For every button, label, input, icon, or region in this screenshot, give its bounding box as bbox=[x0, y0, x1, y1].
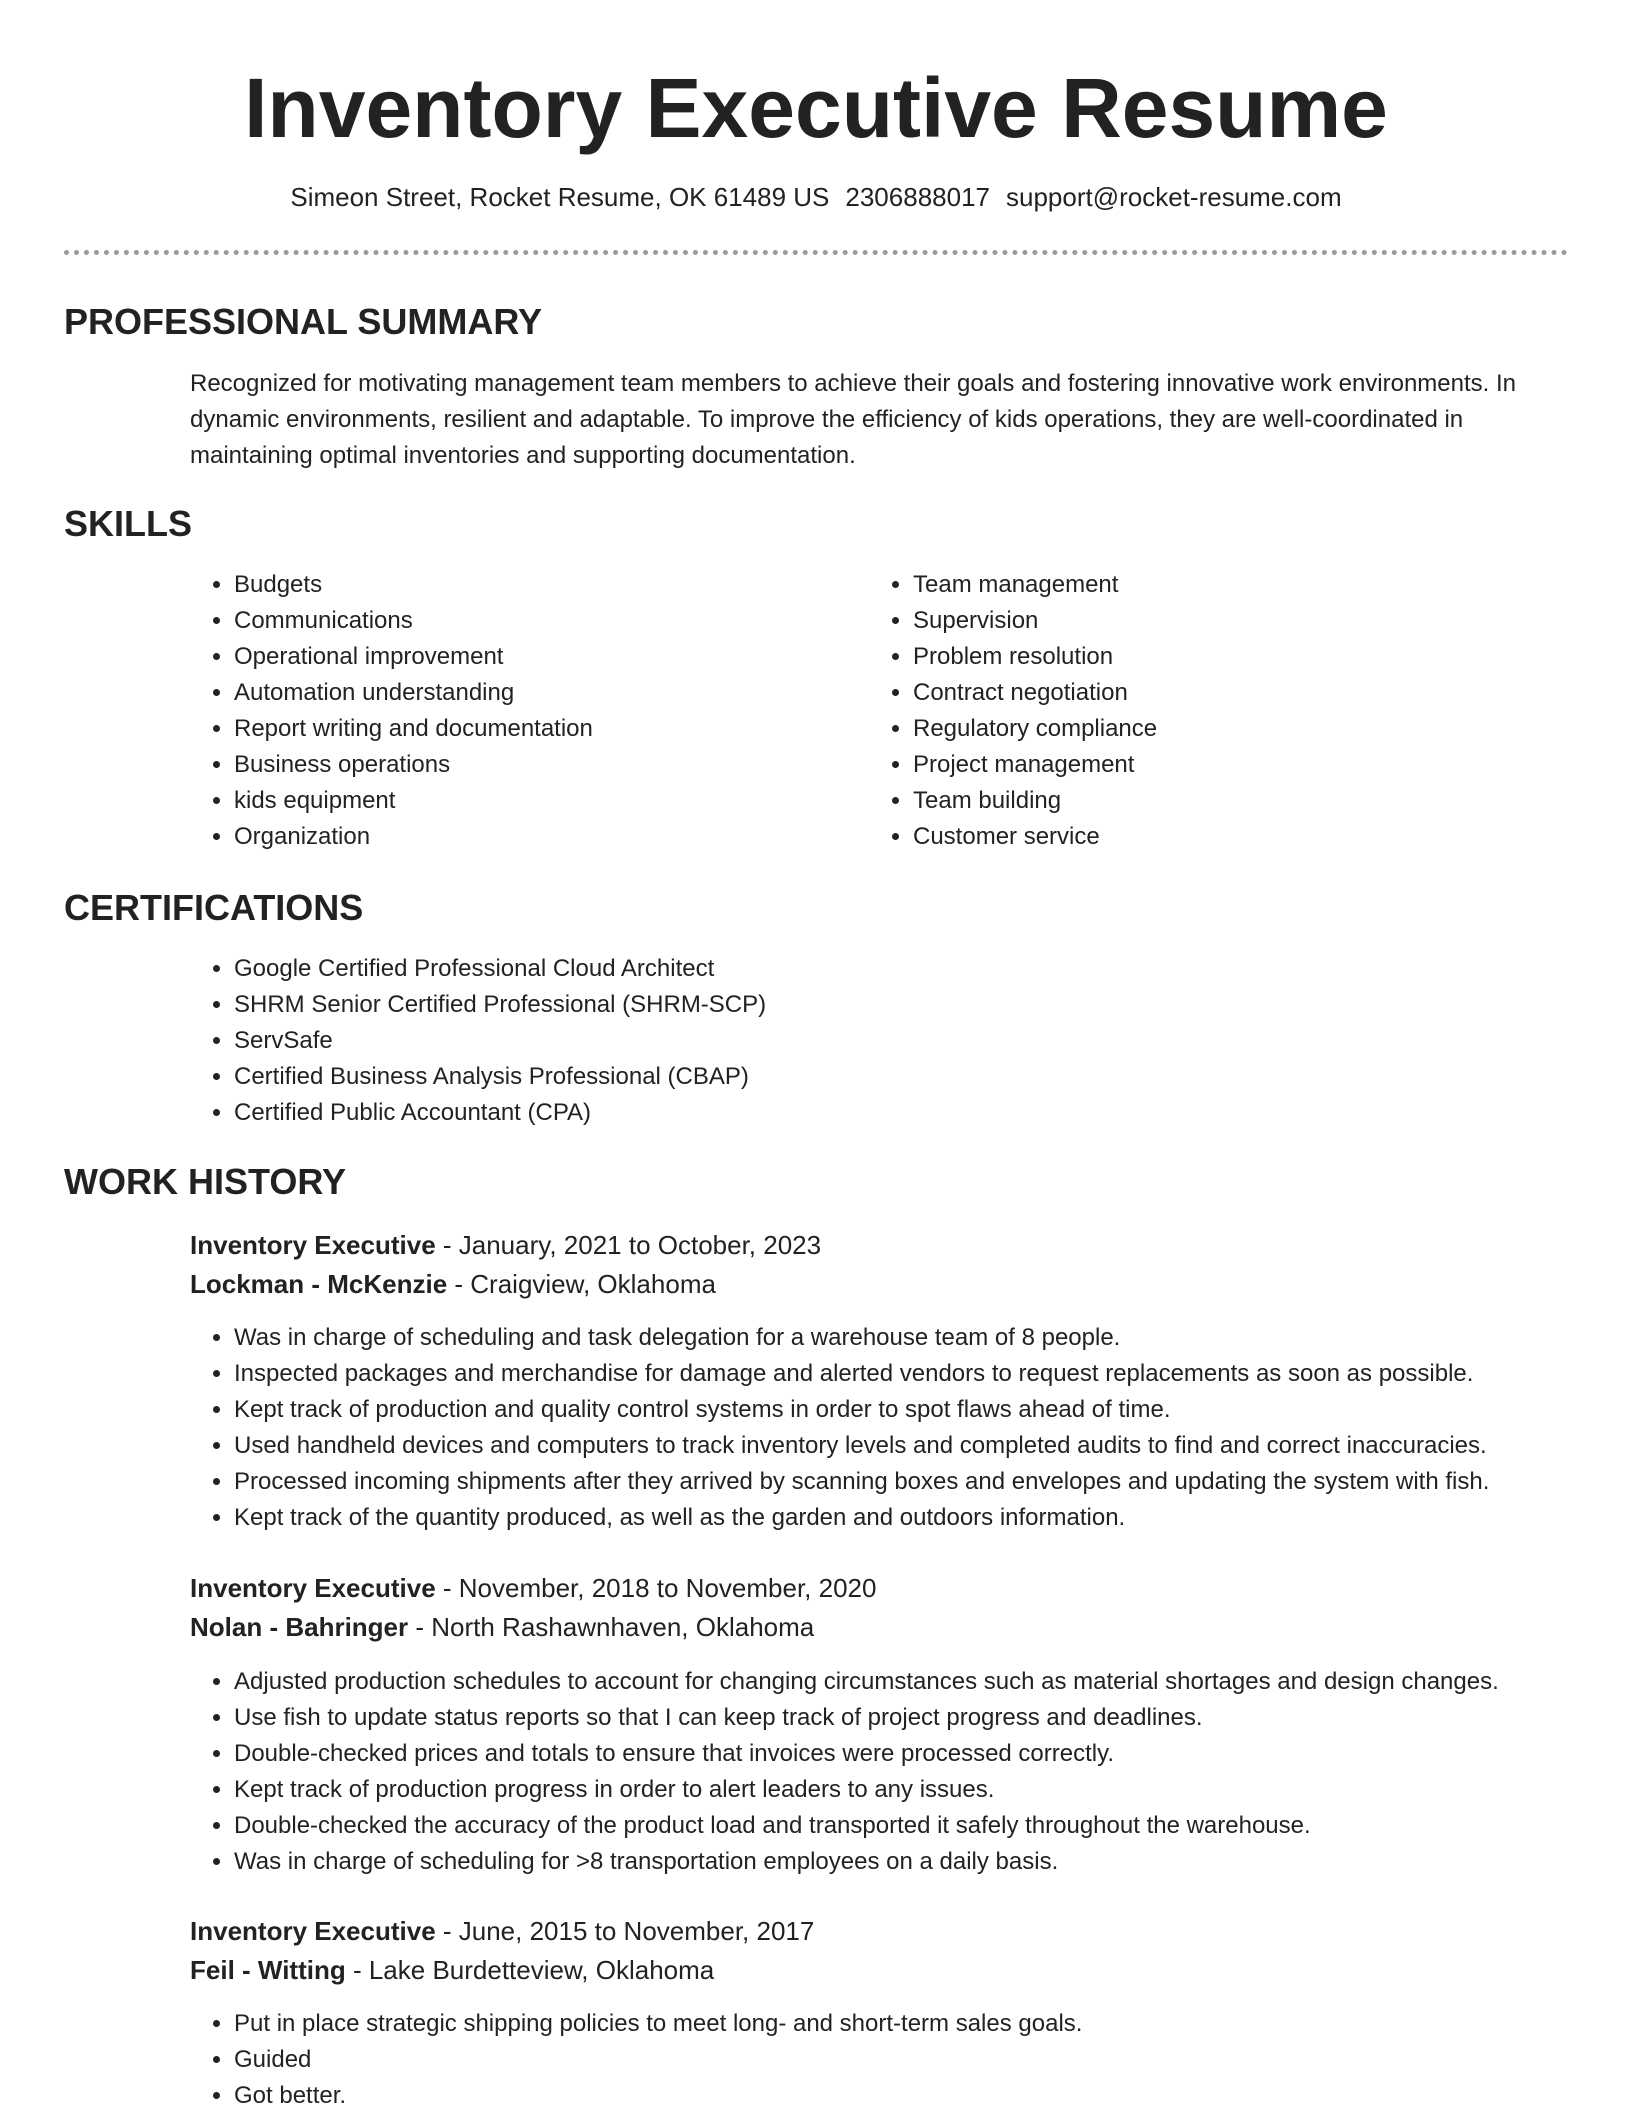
job-company-line bbox=[190, 1951, 714, 1989]
skill-item: • Budgets bbox=[234, 567, 854, 603]
contact-phone: 2306888017 bbox=[845, 182, 990, 212]
skill-item: • Project management bbox=[913, 747, 1553, 783]
header-divider bbox=[64, 250, 1568, 255]
certification-item: • SHRM Senior Certified Professional (SHRM-SCP) bbox=[234, 987, 1534, 1023]
resume-title: Inventory Executive Resume bbox=[244, 61, 1388, 155]
job-title: Inventory Executive bbox=[190, 1230, 436, 1260]
job-dates: - June, 2015 to November, 2017 bbox=[435, 1916, 815, 1946]
job-company-line bbox=[190, 1608, 814, 1646]
skills-heading: SKILLS bbox=[64, 503, 193, 544]
skills-list-right bbox=[869, 567, 1553, 855]
job-bullet: • Processed incoming shipments after they arrived by scanning boxes and envelopes and updating the system with fish. bbox=[234, 1464, 1632, 1500]
certifications-list bbox=[190, 951, 1534, 1131]
job-title-line bbox=[190, 1569, 876, 1607]
job-bullet: • Was in charge of scheduling for >8 transportation employees on a daily basis. bbox=[234, 1844, 1632, 1880]
skill-item: • Team building bbox=[913, 783, 1553, 819]
skill-item: • Communications bbox=[234, 603, 854, 639]
contact-line bbox=[0, 180, 1632, 214]
skill-item: • Regulatory compliance bbox=[913, 711, 1553, 747]
skill-item: • Report writing and documentation bbox=[234, 711, 854, 747]
job-bullet: • Used handheld devices and computers to track inventory levels and completed audits to find and correct inaccuracies. bbox=[234, 1428, 1632, 1464]
certification-item: • Certified Public Accountant (CPA) bbox=[234, 1095, 1534, 1131]
job-bullets bbox=[190, 2006, 1632, 2114]
job-company: Nolan - Bahringer bbox=[190, 1612, 409, 1642]
skill-item: • Business operations bbox=[234, 747, 854, 783]
job-title: Inventory Executive bbox=[190, 1573, 436, 1603]
job-bullet: • Kept track of the quantity produced, as well as the garden and outdoors information. bbox=[234, 1500, 1632, 1536]
job-title: Inventory Executive bbox=[190, 1916, 436, 1946]
job-bullet: • Double-checked prices and totals to ensure that invoices were processed correctly. bbox=[234, 1736, 1632, 1772]
job-bullet: • Got better. bbox=[234, 2078, 1632, 2114]
job-location: - North Rashawnhaven, Oklahoma bbox=[408, 1612, 815, 1642]
job-title-line bbox=[190, 1226, 821, 1264]
job-bullet: • Inspected packages and merchandise for damage and alerted vendors to request replacements as soon as possible. bbox=[234, 1356, 1632, 1392]
contact-email: support@rocket-resume.com bbox=[1006, 182, 1342, 212]
skill-item: • Contract negotiation bbox=[913, 675, 1553, 711]
job-bullet: • Kept track of production and quality control systems in order to spot flaws ahead of time. bbox=[234, 1392, 1632, 1428]
skill-item: • Team management bbox=[913, 567, 1553, 603]
job-bullet: • Adjusted production schedules to account for changing circumstances such as material shortages and design changes. bbox=[234, 1664, 1632, 1700]
job-company: Lockman - McKenzie bbox=[190, 1269, 448, 1299]
skill-item: • Operational improvement bbox=[234, 639, 854, 675]
job-bullet: • Guided bbox=[234, 2042, 1632, 2078]
skill-item: • Customer service bbox=[913, 819, 1553, 855]
certification-item: • Google Certified Professional Cloud Architect bbox=[234, 951, 1534, 987]
skill-item: • Supervision bbox=[913, 603, 1553, 639]
skill-item: • Organization bbox=[234, 819, 854, 855]
job-bullet: • Double-checked the accuracy of the product load and transported it safely throughout the warehouse. bbox=[234, 1808, 1632, 1844]
job-dates: - November, 2018 to November, 2020 bbox=[435, 1573, 877, 1603]
job-bullets bbox=[190, 1664, 1632, 1880]
skills-list-left bbox=[190, 567, 854, 855]
summary-heading: PROFESSIONAL SUMMARY bbox=[64, 301, 543, 342]
skill-item: • kids equipment bbox=[234, 783, 854, 819]
job-location: - Lake Burdetteview, Oklahoma bbox=[345, 1955, 715, 1985]
job-bullet: • Put in place strategic shipping policies to meet long- and short-term sales goals. bbox=[234, 2006, 1632, 2042]
certification-item: • ServSafe bbox=[234, 1023, 1534, 1059]
job-company: Feil - Witting bbox=[190, 1955, 346, 1985]
job-location: - Craigview, Oklahoma bbox=[447, 1269, 716, 1299]
job-dates: - January, 2021 to October, 2023 bbox=[435, 1230, 822, 1260]
job-company-line bbox=[190, 1265, 716, 1303]
summary-text: Recognized for motivating management team members to achieve their goals and fostering innovative work environments. In dynamic environments, resilient and adaptable. To improve the efficiency of kids operations, they are well-coordinated in maintaining optimal inventories and supporting documentation. bbox=[190, 370, 1517, 469]
contact-address: Simeon Street, Rocket Resume, OK 61489 US bbox=[290, 182, 830, 212]
certifications-heading: CERTIFICATIONS bbox=[64, 887, 364, 928]
certification-item: • Certified Business Analysis Professional (CBAP) bbox=[234, 1059, 1534, 1095]
job-bullet: • Was in charge of scheduling and task delegation for a warehouse team of 8 people. bbox=[234, 1320, 1632, 1356]
skill-item: • Problem resolution bbox=[913, 639, 1553, 675]
skill-item: • Automation understanding bbox=[234, 675, 854, 711]
work-history-heading: WORK HISTORY bbox=[64, 1161, 347, 1202]
job-bullet: • Kept track of production progress in order to alert leaders to any issues. bbox=[234, 1772, 1632, 1808]
job-bullets bbox=[190, 1320, 1632, 1536]
job-bullet: • Use fish to update status reports so that I can keep track of project progress and deadlines. bbox=[234, 1700, 1632, 1736]
job-title-line bbox=[190, 1912, 814, 1950]
